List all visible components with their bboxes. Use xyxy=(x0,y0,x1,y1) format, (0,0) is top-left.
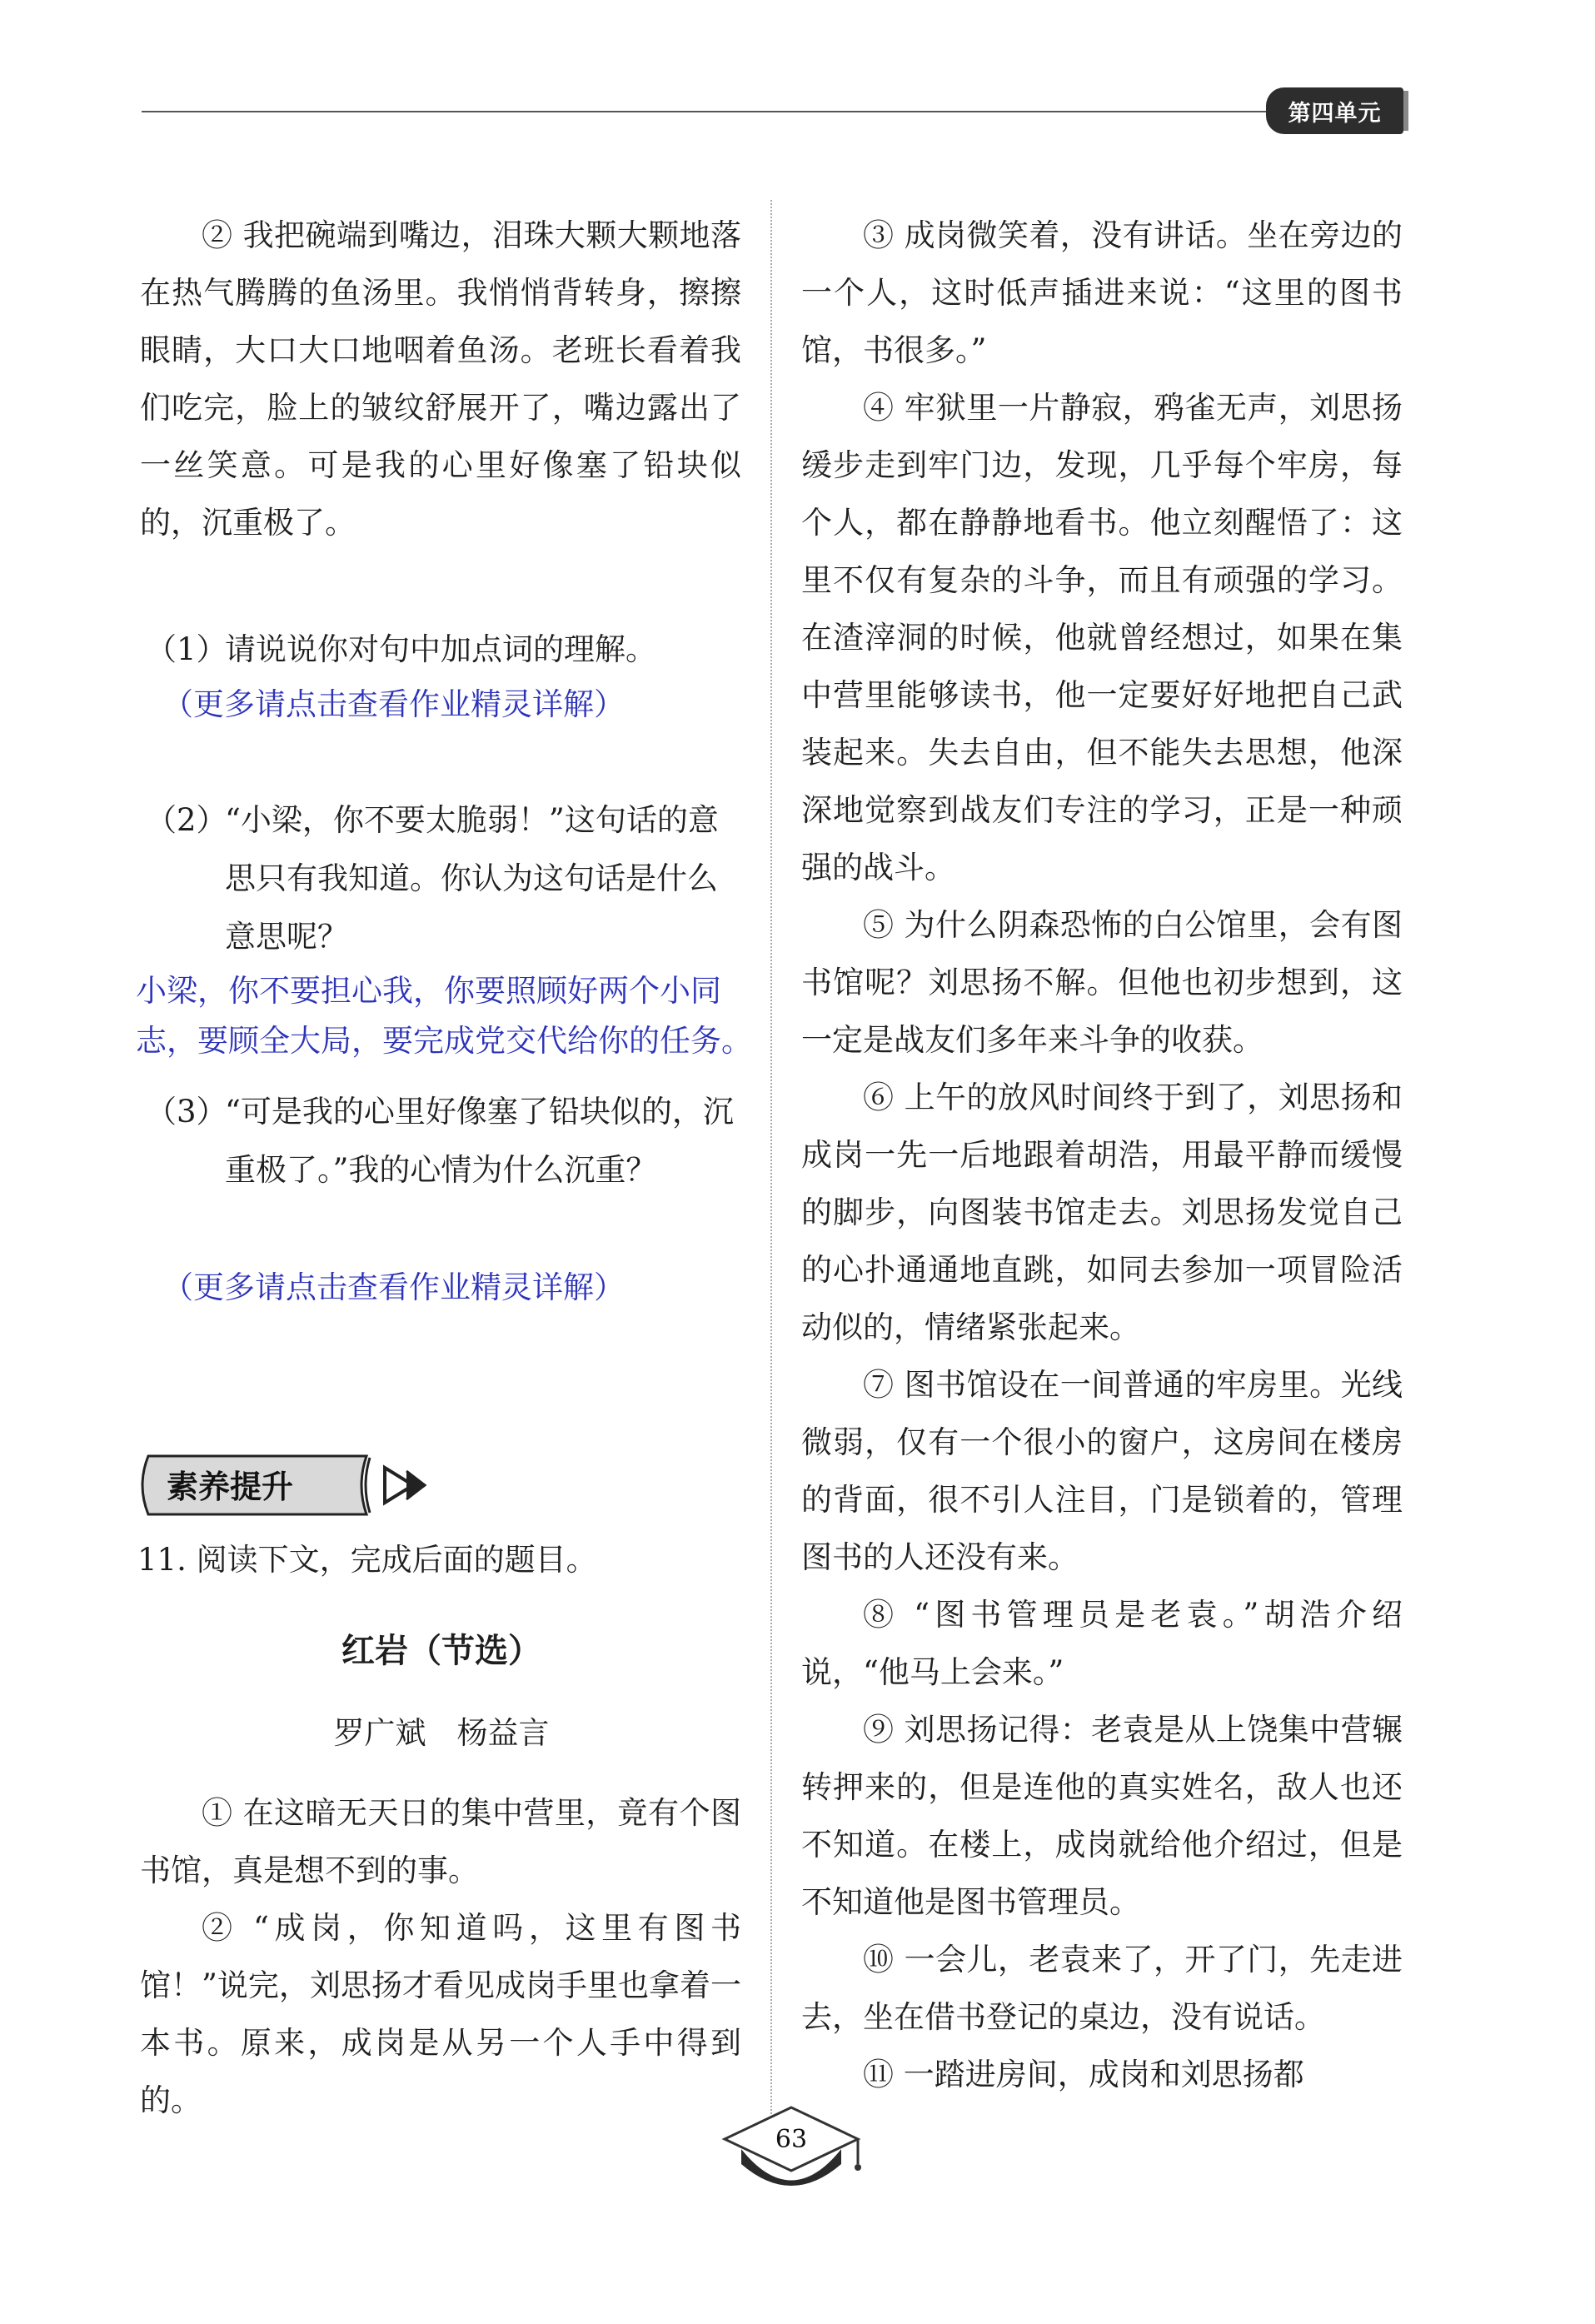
column-divider xyxy=(770,200,772,2141)
question-3 xyxy=(146,1083,741,1199)
page-number-badge xyxy=(708,2099,875,2199)
article-paragraph-4: ④ 牢狱里一片静寂，鸦雀无声，刘思扬缓步走到牢门边，发现，几乎每个牢房，每个人，都在静静地看书。他立刻醒悟了：这里不仅有复杂的斗争，而且有顽强的学习。在渣滓洞的时候，他就曾经想过，如果在集中营里能够读书，他一定要好好地把自己武装起来。失去自由，但不能失去思想，他深深地觉察到战友们专注的学习，正是一种顽强的战斗。 xyxy=(801,390,1403,885)
header-rule xyxy=(142,111,1274,112)
question-3-detail-link[interactable]: （更多请点击查看作业精灵详解） xyxy=(162,1270,625,1304)
right-column xyxy=(801,207,1403,2103)
page-number: 63 xyxy=(775,2125,808,2154)
article-paragraph-3: ③ 成岗微笑着，没有讲话。坐在旁边的一个人，这时低声插进来说：“这里的图书馆，书很多。” xyxy=(801,217,1403,368)
article-title: 红岩（节选） xyxy=(341,1632,541,1670)
question-2-answer: 小梁，你不要担心我，你要照顾好两个小同志，要顾全大局，要完成党交代给你的任务。 xyxy=(136,974,752,1058)
question-1 xyxy=(146,621,741,679)
article-paragraph-10: ⑩ 一会儿，老袁来了，开了门，先走进去，坐在借书登记的桌边，没有说话。 xyxy=(801,1942,1403,2035)
article-paragraph-5: ⑤ 为什么阴森恐怖的白公馆里，会有图书馆呢？刘思扬不解。但他也初步想到，这一定是战友们多年来斗争的收获。 xyxy=(801,907,1403,1058)
question-3-text: “可是我的心里好像塞了铅块似的，沉重极了。”我的心情为什么沉重？ xyxy=(225,1094,734,1188)
section-banner xyxy=(133,1449,450,1521)
article-paragraph-6: ⑥ 上午的放风时间终于到了，刘思扬和成岗一先一后地跟着胡浩，用最平静而缓慢的脚步，向图装书馆走去。刘思扬发觉自己的心扑通通地直跳，如同去参加一项冒险活动似的，情绪紧张起来。 xyxy=(801,1080,1403,1345)
question-2-number: （2） xyxy=(146,802,227,838)
article-author: 罗广斌 杨益言 xyxy=(333,1715,550,1751)
question-11-prompt: 11. 阅读下文，完成后面的题目。 xyxy=(137,1542,597,1578)
question-1-detail-link[interactable]: （更多请点击查看作业精灵详解） xyxy=(162,687,625,721)
section-banner-label: 素养提升 xyxy=(167,1469,294,1505)
question-2-text: “小梁，你不要太脆弱！”这句话的意思只有我知道。你认为这句话是什么意思呢？ xyxy=(225,802,719,955)
article-paragraph-8: ⑧ “图书管理员是老袁。”胡浩介绍说，“他马上会来。” xyxy=(801,1597,1403,1690)
article-paragraph-11: ⑪ 一踏进房间，成岗和刘思扬都 xyxy=(863,2057,1304,2092)
unit-tab: 第四单元 xyxy=(1266,87,1403,134)
article-paragraph-1: ① 在这暗无天日的集中营里，竟有个图书馆，真是想不到的事。 xyxy=(140,1795,741,1888)
passage-paragraph-2: ② 我把碗端到嘴边，泪珠大颗大颗地落在热气腾腾的鱼汤里。我悄悄背转身，擦擦眼睛，大口大口地咽着鱼汤。老班长看着我们吃完，脸上的皱纹舒展开了，嘴边露出了一丝笑意。可是我的心里好像塞了铅块似的，沉重极了。 xyxy=(140,217,741,541)
question-1-number: （1） xyxy=(146,631,227,667)
question-3-number: （3） xyxy=(146,1094,227,1130)
article-paragraph-2: ② “成岗，你知道吗，这里有图书馆！”说完，刘思扬才看见成岗手里也拿着一本书。原来，成岗是从另一个人手中得到的。 xyxy=(140,1910,741,2118)
question-2 xyxy=(146,791,741,966)
article-paragraph-7: ⑦ 图书馆设在一间普通的牢房里。光线微弱，仅有一个很小的窗户，这房间在楼房的背面，很不引人注目，门是锁着的，管理图书的人还没有来。 xyxy=(801,1367,1403,1575)
question-1-text: 请说说你对句中加点词的理解。 xyxy=(225,631,656,667)
article-paragraph-9: ⑨ 刘思扬记得：老袁是从上饶集中营辗转押来的，但是连他的真实姓名，敌人也还不知道。在楼上，成岗就给他介绍过，但是不知道他是图书管理员。 xyxy=(801,1712,1403,1920)
